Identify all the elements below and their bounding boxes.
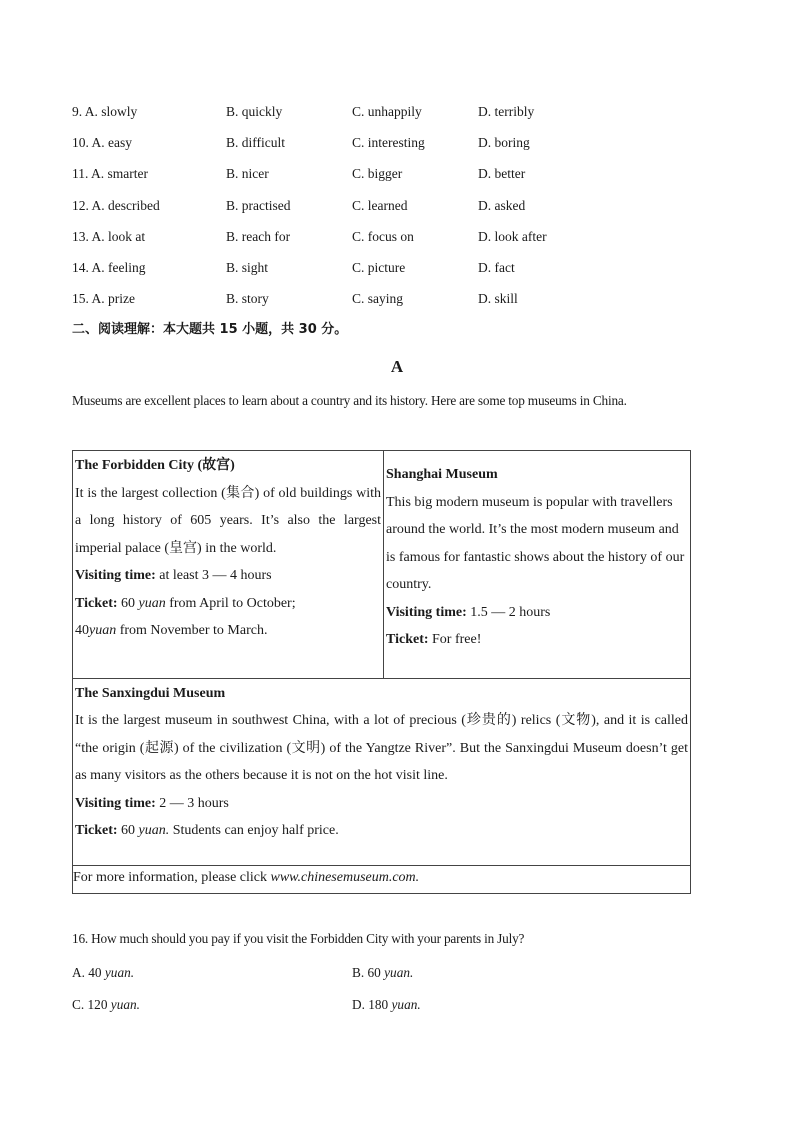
forbidden-city-ticket bbox=[75, 590, 381, 618]
answer-unit: yuan. bbox=[110, 996, 140, 1012]
option-a: 11. A. smarter bbox=[72, 166, 148, 182]
option-row bbox=[72, 131, 712, 162]
option-b: B. nicer bbox=[226, 166, 269, 182]
sanxingdui-museum-title: The Sanxingdui Museum bbox=[75, 685, 226, 701]
forbidden-city-time bbox=[75, 562, 381, 590]
option-a: 14. A. feeling bbox=[72, 259, 146, 275]
visiting-time-value: at least 3 — 4 hours bbox=[159, 568, 272, 583]
option-d: D. fact bbox=[478, 259, 515, 275]
shanghai-museum-cell bbox=[384, 451, 691, 679]
answer-d[interactable] bbox=[352, 994, 421, 1016]
forbidden-city-ticket-2 bbox=[75, 617, 381, 645]
answer-b[interactable] bbox=[352, 962, 413, 984]
ticket-period: from April to October; bbox=[169, 595, 296, 611]
answer-a[interactable] bbox=[72, 962, 134, 984]
ticket-label: Ticket: bbox=[386, 632, 429, 647]
answer-label: D. 180 bbox=[352, 996, 389, 1012]
option-d: D. asked bbox=[478, 197, 526, 213]
option-row bbox=[72, 225, 712, 256]
sanxingdui-museum-time bbox=[75, 790, 688, 818]
answer-label: A. 40 bbox=[72, 965, 102, 980]
answer-unit: yuan. bbox=[384, 965, 414, 980]
visiting-time-value: 1.5 — 2 hours bbox=[470, 604, 551, 620]
passage-intro: Museums are excellent places to learn about a country and its history. Here are some top museums in China. bbox=[72, 393, 627, 408]
option-a: 13. A. look at bbox=[72, 228, 146, 244]
answer-c[interactable] bbox=[72, 994, 140, 1016]
option-row bbox=[72, 162, 712, 193]
ticket-price: 60 bbox=[121, 595, 136, 611]
visiting-time-label: Visiting time: bbox=[75, 795, 156, 811]
shanghai-museum-time bbox=[386, 599, 688, 627]
ticket-price: 60 bbox=[121, 823, 136, 839]
option-b: B. reach for bbox=[226, 228, 291, 244]
shanghai-museum-description: This big modern museum is popular with travellers around the world. It’s the most modern museum and is famous for fantastic shows about the history of our country. bbox=[386, 494, 685, 592]
option-row bbox=[72, 194, 712, 225]
option-a: 9. A. slowly bbox=[72, 104, 138, 119]
option-d: D. boring bbox=[478, 135, 530, 151]
option-b: B. difficult bbox=[226, 135, 285, 151]
ticket-label: Ticket: bbox=[75, 595, 118, 611]
ticket-unit: yuan. bbox=[138, 823, 170, 839]
option-b: B. practised bbox=[226, 197, 291, 213]
option-a: 15. A. prize bbox=[72, 291, 135, 307]
ticket-price: 40 bbox=[75, 623, 89, 638]
answer-row bbox=[72, 962, 632, 994]
answer-unit: yuan. bbox=[104, 965, 135, 980]
forbidden-city-cell bbox=[73, 451, 384, 679]
answer-unit: yuan. bbox=[391, 996, 421, 1012]
option-row bbox=[72, 256, 712, 287]
ticket-period: from November to March. bbox=[119, 623, 268, 638]
museum-website-link[interactable]: www.chinesemuseum.com. bbox=[270, 870, 420, 885]
answer-label: B. 60 bbox=[352, 965, 381, 980]
option-c: C. learned bbox=[352, 197, 408, 213]
forbidden-city-title: The Forbidden City (故宫) bbox=[75, 458, 235, 473]
option-c: C. bigger bbox=[352, 166, 403, 182]
answer-row bbox=[72, 994, 632, 1026]
question-16-answers bbox=[72, 962, 632, 1025]
forbidden-city-description: It is the largest collection (集合) of old buildings with a long history of 605 years. It’s also the largest imperial palace (皇宫) in the world. bbox=[75, 485, 381, 556]
option-d: D. terribly bbox=[478, 104, 535, 119]
ticket-unit: yuan bbox=[138, 595, 166, 611]
option-c: C. picture bbox=[352, 259, 406, 275]
visiting-time-label: Visiting time: bbox=[386, 604, 467, 620]
museum-table bbox=[72, 450, 691, 894]
more-info-cell bbox=[73, 866, 691, 894]
option-c: C. unhappily bbox=[352, 104, 422, 119]
shanghai-museum-ticket bbox=[386, 626, 688, 654]
option-a: 10. A. easy bbox=[72, 135, 132, 151]
option-d: D. skill bbox=[478, 291, 518, 307]
ticket-value: For free! bbox=[432, 632, 482, 647]
option-row bbox=[72, 287, 712, 318]
sanxingdui-museum-ticket bbox=[75, 817, 688, 845]
more-info-text: For more information, please click bbox=[73, 870, 271, 885]
option-c: C. focus on bbox=[352, 228, 414, 244]
ticket-label: Ticket: bbox=[75, 823, 118, 839]
option-d: D. better bbox=[478, 166, 526, 182]
option-b: B. sight bbox=[226, 259, 269, 275]
option-b: B. story bbox=[226, 291, 269, 307]
option-b: B. quickly bbox=[226, 104, 283, 119]
option-row bbox=[72, 100, 712, 131]
answer-label: C. 120 bbox=[72, 996, 108, 1012]
shanghai-museum-title: Shanghai Museum bbox=[386, 467, 498, 482]
option-a: 12. A. described bbox=[72, 197, 160, 213]
visiting-time-value: 2 — 3 hours bbox=[159, 795, 229, 811]
option-c: C. saying bbox=[352, 291, 404, 307]
option-c: C. interesting bbox=[352, 135, 425, 151]
cloze-options bbox=[72, 100, 712, 318]
ticket-discount: Students can enjoy half price. bbox=[172, 823, 339, 839]
sanxingdui-museum-description: It is the largest museum in southwest China, with a lot of precious (珍贵的) relics (文物), and it is called “the origin (起源) of the civilization (文明) of the Yangtze River”. But the Sanxingdui Museum doesn’t get as many visitors as the others because it is not on the hot visit line. bbox=[75, 713, 688, 784]
sanxingdui-museum-cell bbox=[73, 678, 691, 865]
visiting-time-label: Visiting time: bbox=[75, 568, 156, 583]
question-16: 16. How much should you pay if you visit the Forbidden City with your parents in July? bbox=[72, 931, 525, 946]
option-d: D. look after bbox=[478, 228, 547, 244]
passage-letter: A bbox=[390, 357, 404, 376]
section-heading: 二、阅读理解：本大题共 15 小题，共 30 分。 bbox=[72, 322, 348, 337]
ticket-unit: yuan bbox=[89, 623, 117, 638]
